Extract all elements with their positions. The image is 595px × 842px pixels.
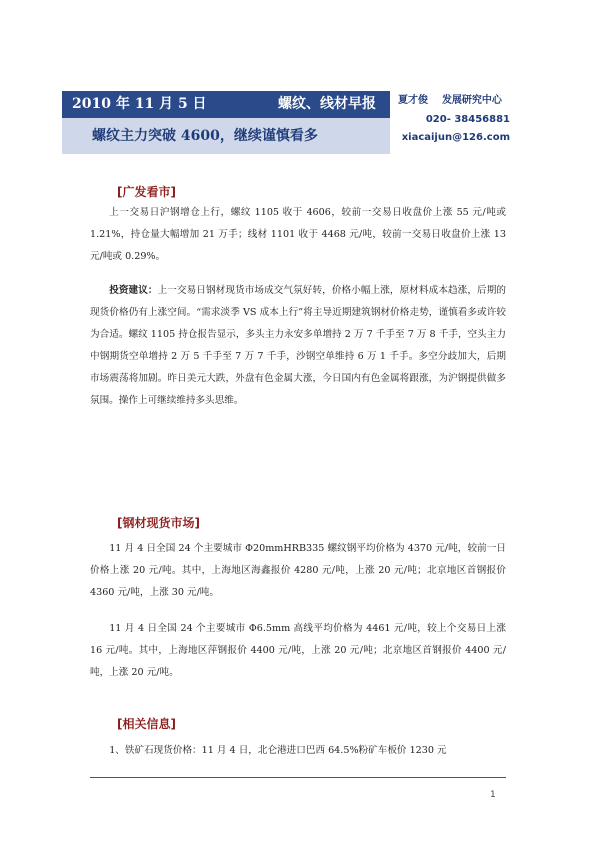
paragraph-text: 11 月 4 日全国 24 个主要城市 Φ6.5mm 高线平均价格为 4461 元/吨，较上个交易日上涨 16 元/吨。其中，上海地区萍钢报价 4400 元/吨，上涨 20 元/吨；北京地区首钢报价 4400 元/吨，上涨 20 元/吨。 [90,623,506,678]
paragraph [90,740,506,764]
paragraph-lead: 投资建议： [109,285,158,296]
paragraph-text: 1、铁矿石现货价格：11 月 4 日，北仑港进口巴西 64.5%粉矿车板价 1230 元 [109,745,447,756]
paragraph [90,202,506,268]
paragraph-text: 11 月 4 日全国 24 个主要城市 Φ20mmHRB335 螺纹钢平均价格为 4370 元/吨，较前一日价格上涨 20 元/吨。其中，上海地区海鑫报价 4280 元/吨，上涨 20 元/吨；北京地区首钢报价 4360 元/吨，上涨 30 元/吨。 [90,543,506,598]
author-name: 夏才俊 [398,95,428,106]
paragraph [90,618,506,684]
report-date-banner [62,91,390,118]
paragraph-investment-advice [90,280,506,412]
paragraph [90,538,506,604]
report-name: 螺纹、线材早报 [278,96,376,112]
author-phone: 020- 38456881 [425,114,510,125]
paragraph-text: 上一交易日沪钢增仓上行，螺纹 1105 收于 4606，较前一交易日收盘价上涨 55 元/吨或 1.21%，持仓量大幅增加 21 万手；线材 1101 收于 4468 元/吨，较前一交易日收盘价上涨 13 元/吨或 0.29%。 [90,207,506,262]
section-title-related-info: [相关信息] [117,717,176,731]
author-department: 发展研究中心 [441,95,502,106]
author-email: xiacaijun@126.com [401,132,510,143]
report-date: 2010 年 11 月 5 日 [72,96,207,112]
page-number: 1 [490,790,496,800]
paragraph-text: 上一交易日钢材现货市场成交气氛好转，价格小幅上涨，原材料成本趋涨，后期的现货价格仍有上涨空间。“需求淡季 VS 成本上行”将主导近期建筑钢材价格走势，谨慎看多或许较为合适。螺纹 1105 持仓报告显示，多头主力永安多单增持 2 万 7 千手至 7 万 8 千手，空头主力中钢期货空单增持 2 万 5 千手至 7 万 7 千手，沙钢空单维持 6 万 1 千手。多空分歧加大，后期市场震荡将加剧。昨日美元大跌，外盘有色金属大涨，今日国内有色金属将跟涨，为沪钢提供做多氛围。操作上可继续维持多头思维。 [90,285,507,406]
author-block [398,91,510,147]
section-title-spot-market: [钢材现货市场] [117,516,200,530]
section-title-market-view: [广发看市] [117,185,176,199]
footer-rule [90,777,506,778]
report-subtitle: 螺纹主力突破 4600，继续谨慎看多 [62,118,390,154]
